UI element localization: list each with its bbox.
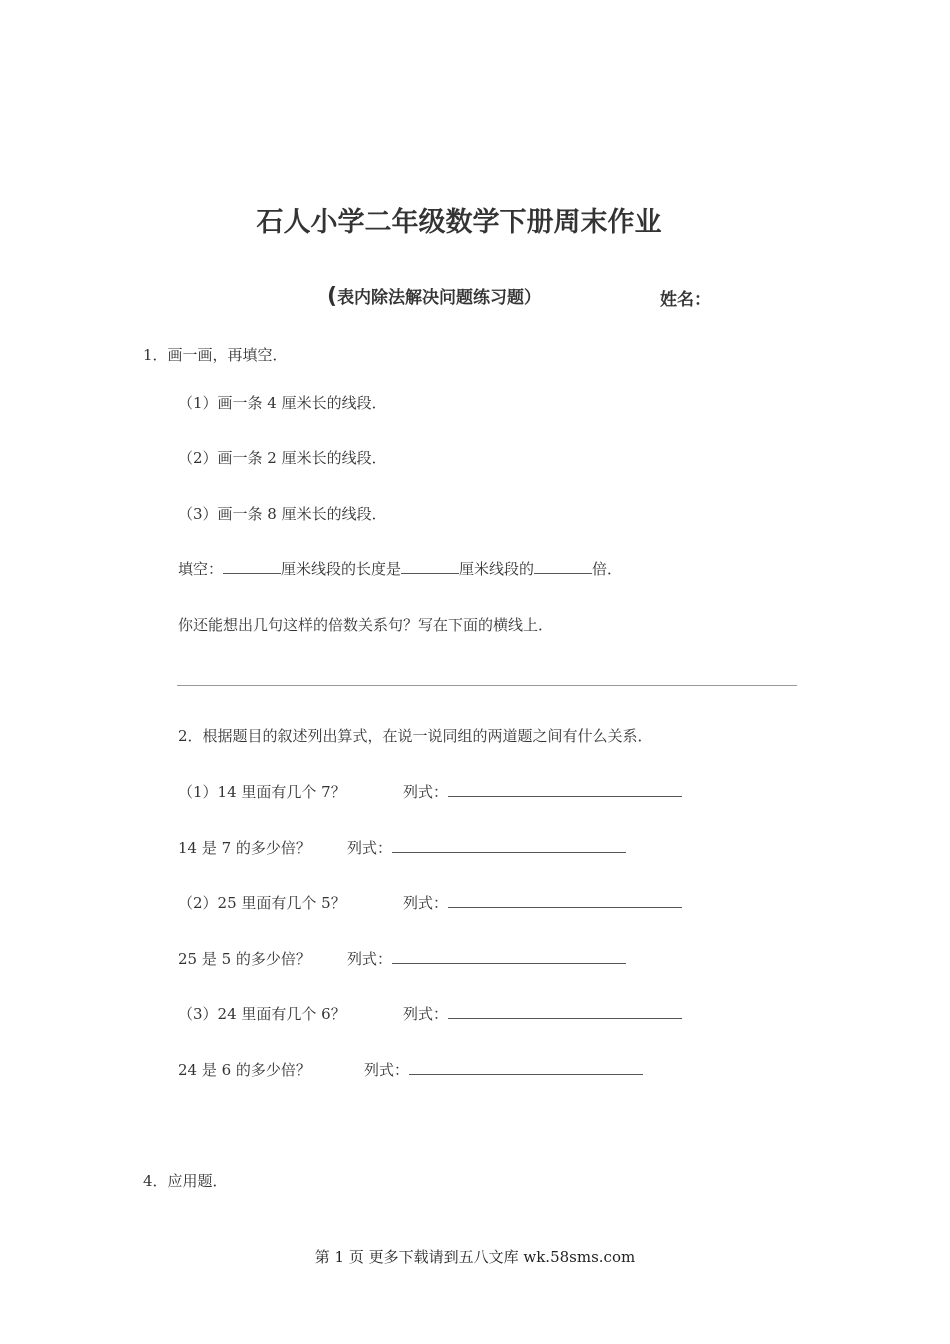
question-2-row-2: 14 是 7 的多少倍？ bbox=[178, 839, 311, 857]
page-title: 石人小学二年级数学下册周末作业 bbox=[256, 207, 662, 238]
formula-blank[interactable] bbox=[448, 892, 682, 908]
formula-row-3 bbox=[403, 892, 682, 913]
formula-label: 列式： bbox=[403, 894, 449, 912]
formula-row-2 bbox=[347, 837, 626, 858]
formula-blank[interactable] bbox=[392, 948, 626, 964]
fill-prefix: 填空： bbox=[178, 560, 224, 578]
formula-blank[interactable] bbox=[392, 837, 626, 853]
fill-blank-2[interactable] bbox=[401, 558, 459, 574]
subtitle-text: 表内除法解决问题练习题） bbox=[337, 288, 542, 308]
fill-part-1: 厘米线段的长度是 bbox=[281, 560, 402, 578]
fill-part-2: 厘米线段的 bbox=[459, 560, 535, 578]
page-footer: 第 1 页 更多下载请到五八文库 wk.58sms.com bbox=[314, 1248, 636, 1266]
formula-label: 列式： bbox=[364, 1061, 410, 1079]
question-2-row-3: （2）25 里面有几个 5？ bbox=[178, 894, 346, 912]
answer-writing-line[interactable] bbox=[177, 685, 797, 686]
question-1-item-3: （3）画一条 8 厘米长的线段． bbox=[178, 505, 387, 523]
fill-blank-1[interactable] bbox=[223, 558, 281, 574]
formula-label: 列式： bbox=[347, 950, 393, 968]
fill-part-3: 倍． bbox=[592, 560, 623, 578]
formula-label: 列式： bbox=[347, 839, 393, 857]
formula-blank[interactable] bbox=[448, 1003, 682, 1019]
formula-label: 列式： bbox=[403, 1005, 449, 1023]
formula-row-1 bbox=[403, 781, 682, 802]
formula-row-4 bbox=[347, 948, 626, 969]
question-2-heading: 2．根据题目的叙述列出算式，在说一说同组的两道题之间有什么关系． bbox=[178, 727, 653, 745]
fill-blank-3[interactable] bbox=[534, 558, 592, 574]
question-2-row-5: （3）24 里面有几个 6？ bbox=[178, 1005, 346, 1023]
formula-blank[interactable] bbox=[409, 1059, 643, 1075]
formula-blank[interactable] bbox=[448, 781, 682, 797]
question-2-row-6: 24 是 6 的多少倍？ bbox=[178, 1061, 311, 1079]
question-2-row-1: （1）14 里面有几个 7？ bbox=[178, 783, 346, 801]
question-1-heading: 1．画一画，再填空． bbox=[143, 346, 288, 364]
question-1-prompt: 你还能想出几句这样的倍数关系句？写在下面的横线上． bbox=[178, 616, 554, 634]
question-4-heading: 4．应用题． bbox=[143, 1172, 228, 1190]
formula-row-5 bbox=[403, 1003, 682, 1024]
subtitle-open-paren: ( bbox=[327, 284, 338, 309]
question-1-item-2: （2）画一条 2 厘米长的线段． bbox=[178, 449, 387, 467]
student-name-label: 姓名： bbox=[660, 290, 711, 310]
subtitle bbox=[327, 283, 541, 309]
formula-row-6 bbox=[364, 1059, 643, 1080]
question-1-fill-blank bbox=[178, 558, 622, 579]
question-2-row-4: 25 是 5 的多少倍？ bbox=[178, 950, 311, 968]
question-1-item-1: （1）画一条 4 厘米长的线段． bbox=[178, 394, 387, 412]
formula-label: 列式： bbox=[403, 783, 449, 801]
